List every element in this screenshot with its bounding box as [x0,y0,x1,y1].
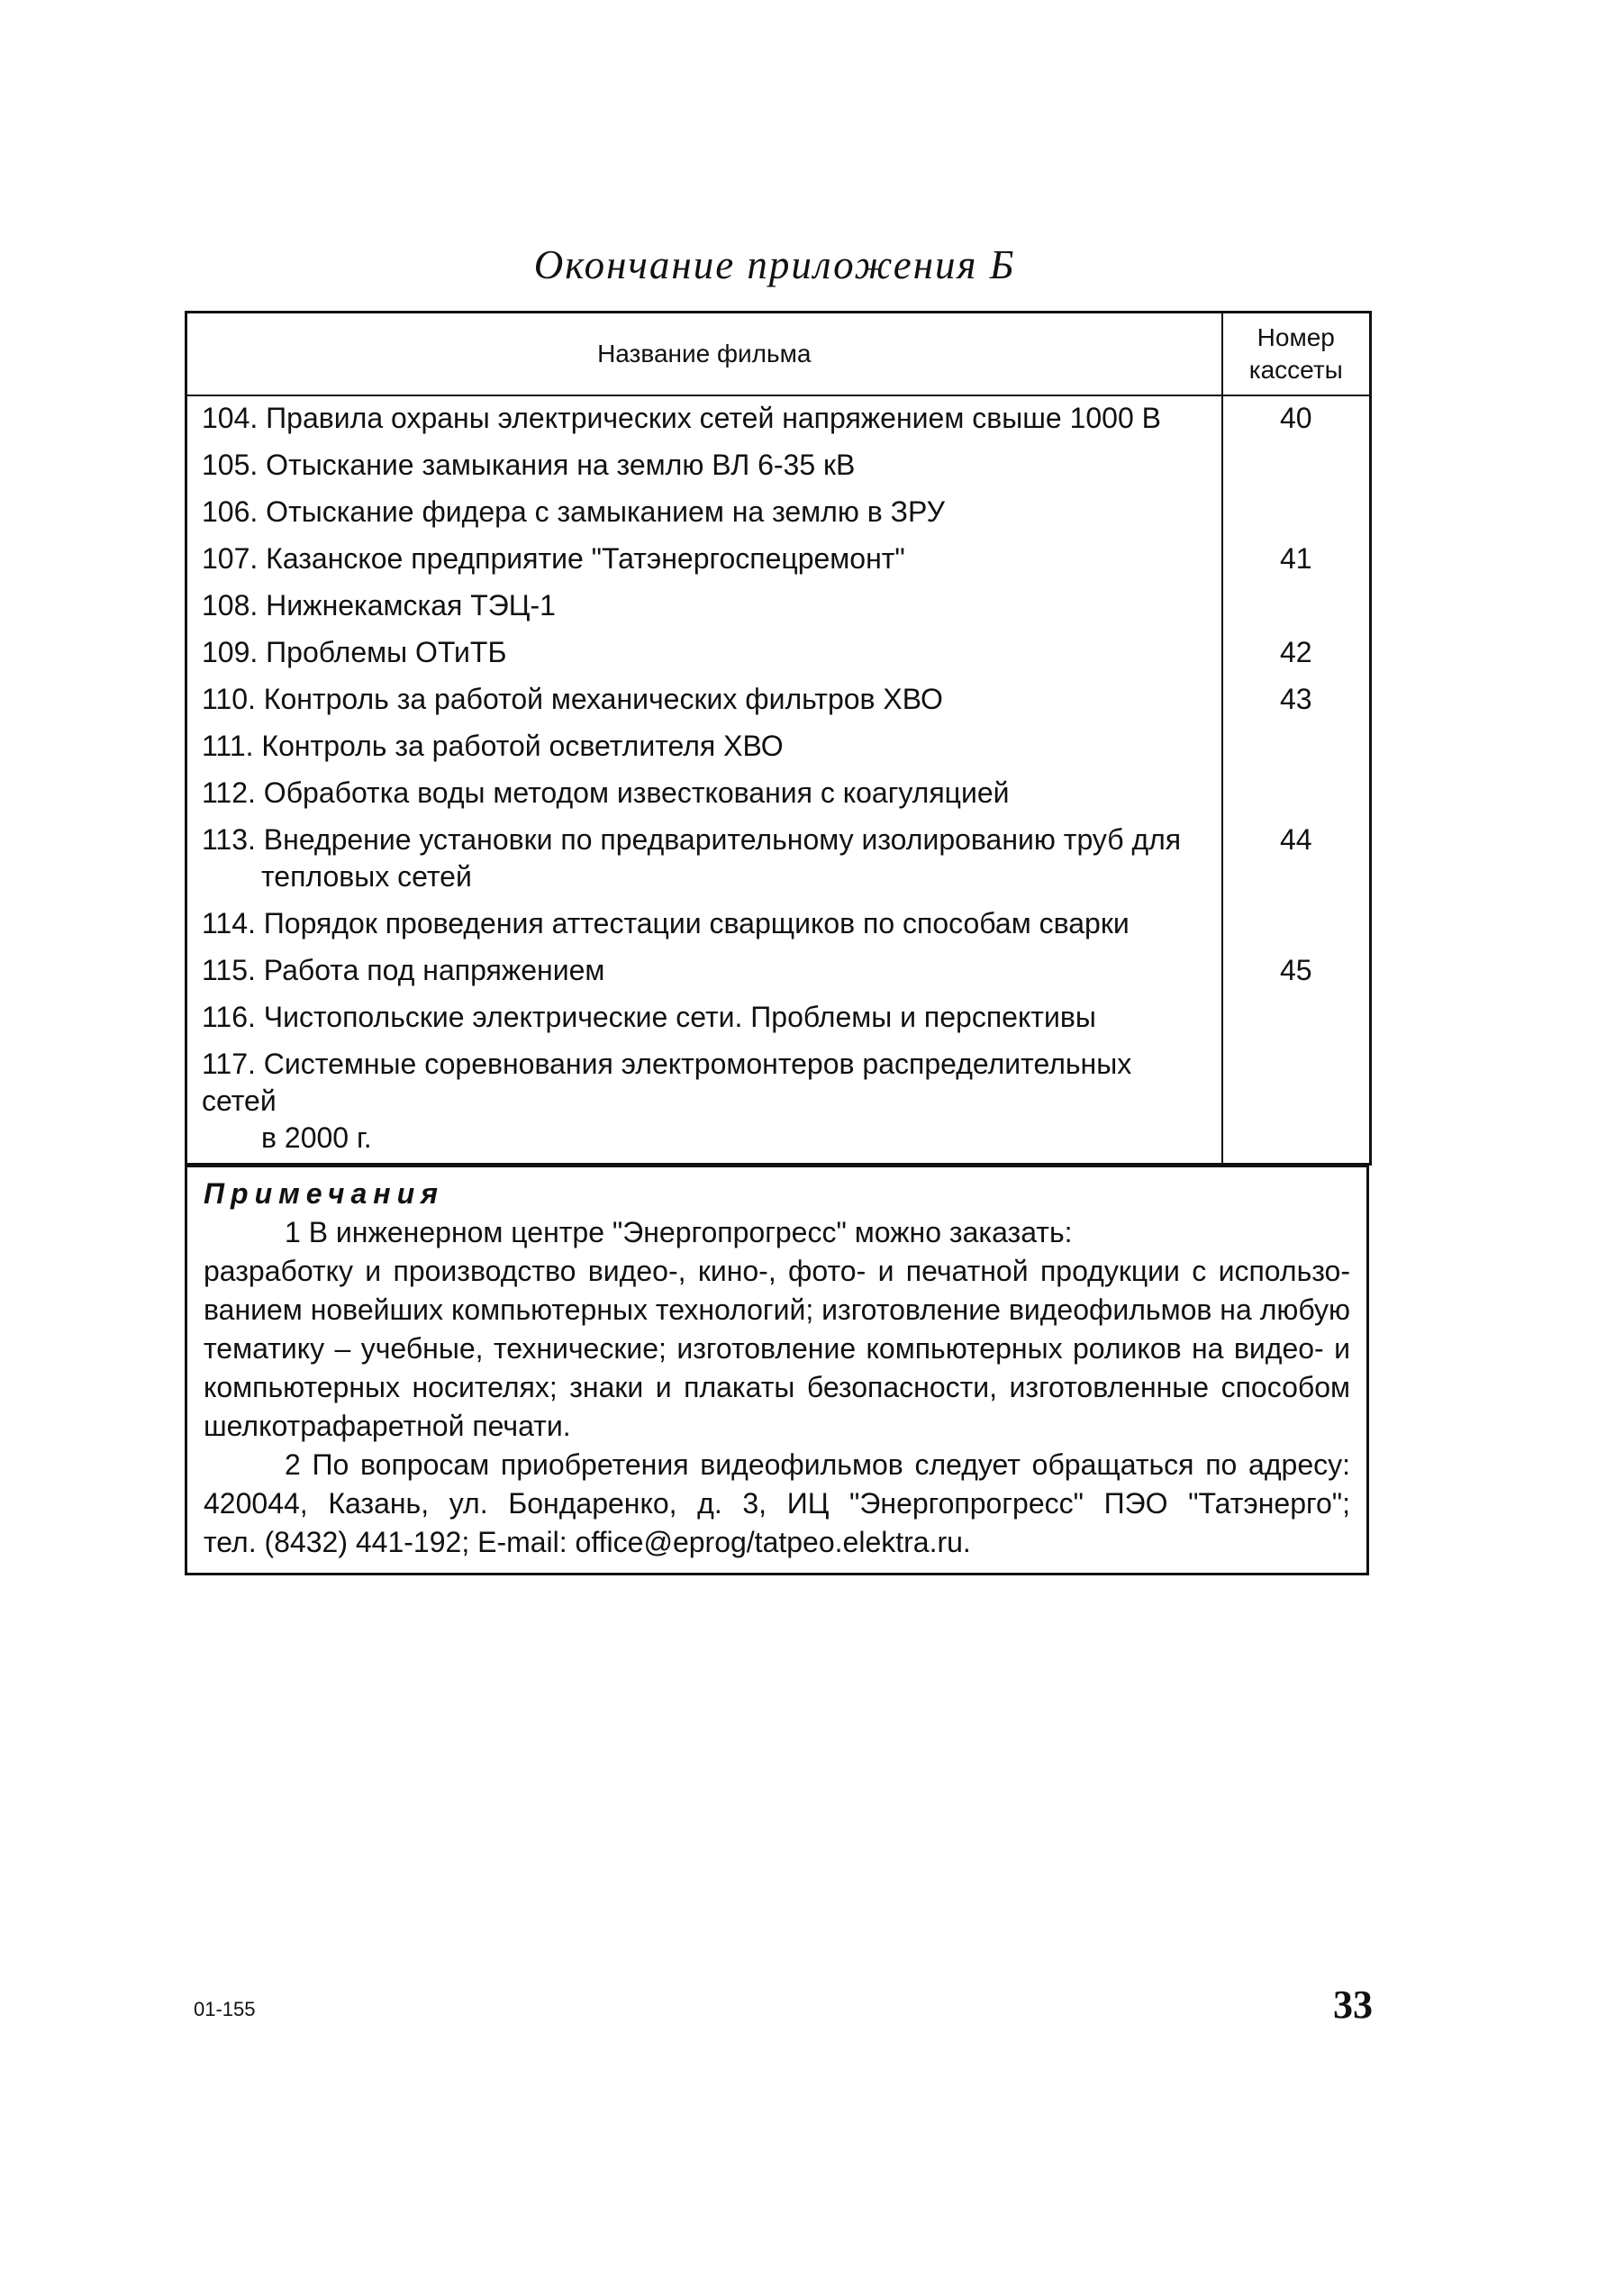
header-cassette-line2: кассеты [1248,356,1343,384]
film-title-text: 106. Отыскание фидера с замыканием на землю в ЗРУ [202,495,945,528]
film-title [186,443,1222,490]
table-row [186,631,1371,677]
note-1-line: тематику – учебные, технические; изготовление компьютерных роликов на видео- и [204,1332,1350,1365]
table-row [186,490,1371,537]
cassette-number: 40 [1222,395,1371,443]
page-number: 33 [1333,1983,1373,2027]
film-title-text: 105. Отыскание замыкания на землю ВЛ 6-35 кВ [202,449,856,481]
cassette-number: 41 [1222,537,1371,584]
header-film-title: Название фильма [186,313,1222,396]
film-title [186,995,1222,1042]
cassette-number: 43 [1222,677,1371,724]
film-title-text: 104. Правила охраны электрических сетей напряжением свыше 1000 В [202,402,1161,434]
table-row [186,677,1371,724]
table-row [186,724,1371,771]
film-title [186,724,1222,771]
table-row [186,818,1371,902]
cassette-number [1222,490,1371,537]
note-1-last-line: шелкотрафаретной печати. [204,1410,571,1442]
cassette-number: 44 [1222,818,1371,902]
cassette-number [1222,902,1371,948]
film-title-text: 108. Нижнекамская ТЭЦ-1 [202,589,556,622]
film-title-text: 114. Порядок проведения аттестации сварщиков по способам сварки [202,907,1130,939]
cassette-number [1222,443,1371,490]
film-title [186,948,1222,995]
table-row [186,395,1371,443]
note-2-contact-line: тел. (8432) 441-192; E-mail: office@eprog/tatpeo.elektra.ru. [204,1526,971,1558]
cassette-number [1222,584,1371,631]
table-row [186,995,1371,1042]
table-row [186,537,1371,584]
note-1-line: разработку и производство видео-, кино-, фото- и печатной продукции с использо- [204,1255,1350,1287]
cassette-number: 45 [1222,948,1371,995]
film-title-text: 110. Контроль за работой механических фильтров ХВО [202,683,943,715]
film-title [186,1042,1222,1165]
film-title [186,902,1222,948]
notes-section [185,1166,1369,1575]
film-title [186,490,1222,537]
film-title [186,677,1222,724]
notes-heading: Примечания [204,1177,444,1210]
film-title-text: 117. Системные соревнования электромонтеров распределительных сетей [202,1048,1132,1117]
film-title [186,631,1222,677]
film-catalog [185,311,1369,1575]
note-1-lead: 1 В инженерном центре "Энергопрогресс" можно заказать: [285,1216,1073,1248]
note-2-line: 2 По вопросам приобретения видеофильмов следует обращаться по адресу: [285,1448,1350,1481]
film-title [186,771,1222,818]
film-table [185,311,1372,1166]
film-title [186,818,1222,902]
table-row [186,443,1371,490]
document-code: 01-155 [194,1998,256,2020]
table-row [186,1042,1371,1165]
table-row [186,902,1371,948]
film-title-text: 116. Чистопольские электрические сети. Проблемы и перспективы [202,1001,1096,1033]
table-row [186,771,1371,818]
cassette-number: 42 [1222,631,1371,677]
film-title-text: 111. Контроль за работой осветлителя ХВО [202,730,784,762]
note-2-line: 420044, Казань, ул. Бондаренко, д. 3, ИЦ "Энергопрогресс" ПЭО "Татэнерго"; [204,1487,1350,1520]
note-1-line: компьютерных носителях; знаки и плакаты безопасности, изготовленные способом [204,1371,1350,1403]
film-title [186,537,1222,584]
film-title-continuation: в 2000 г. [261,1121,372,1154]
table-header-row [186,313,1371,396]
film-title-text: 109. Проблемы ОТиТБ [202,636,507,668]
appendix-caption: Окончание приложения Б [533,242,1016,287]
table-row [186,948,1371,995]
header-cassette-line1: Номер [1257,323,1335,351]
table-row [186,584,1371,631]
cassette-number [1222,771,1371,818]
cassette-number [1222,995,1371,1042]
film-title-text: 115. Работа под напряжением [202,954,605,986]
cassette-number [1222,724,1371,771]
film-title-text: 112. Обработка воды методом известкования с коагуляцией [202,776,1010,809]
note-1-line: ванием новейших компьютерных технологий; изготовление видеофильмов на любую [204,1293,1350,1326]
film-title-continuation: тепловых сетей [261,860,472,893]
film-title [186,395,1222,443]
film-title-text: 113. Внедрение установки по предварительному изолированию труб для [202,823,1182,856]
header-cassette-number [1222,313,1371,396]
film-rows [186,395,1371,1165]
cassette-number [1222,1042,1371,1165]
film-title [186,584,1222,631]
film-title-text: 107. Казанское предприятие "Татэнергоспецремонт" [202,542,905,575]
